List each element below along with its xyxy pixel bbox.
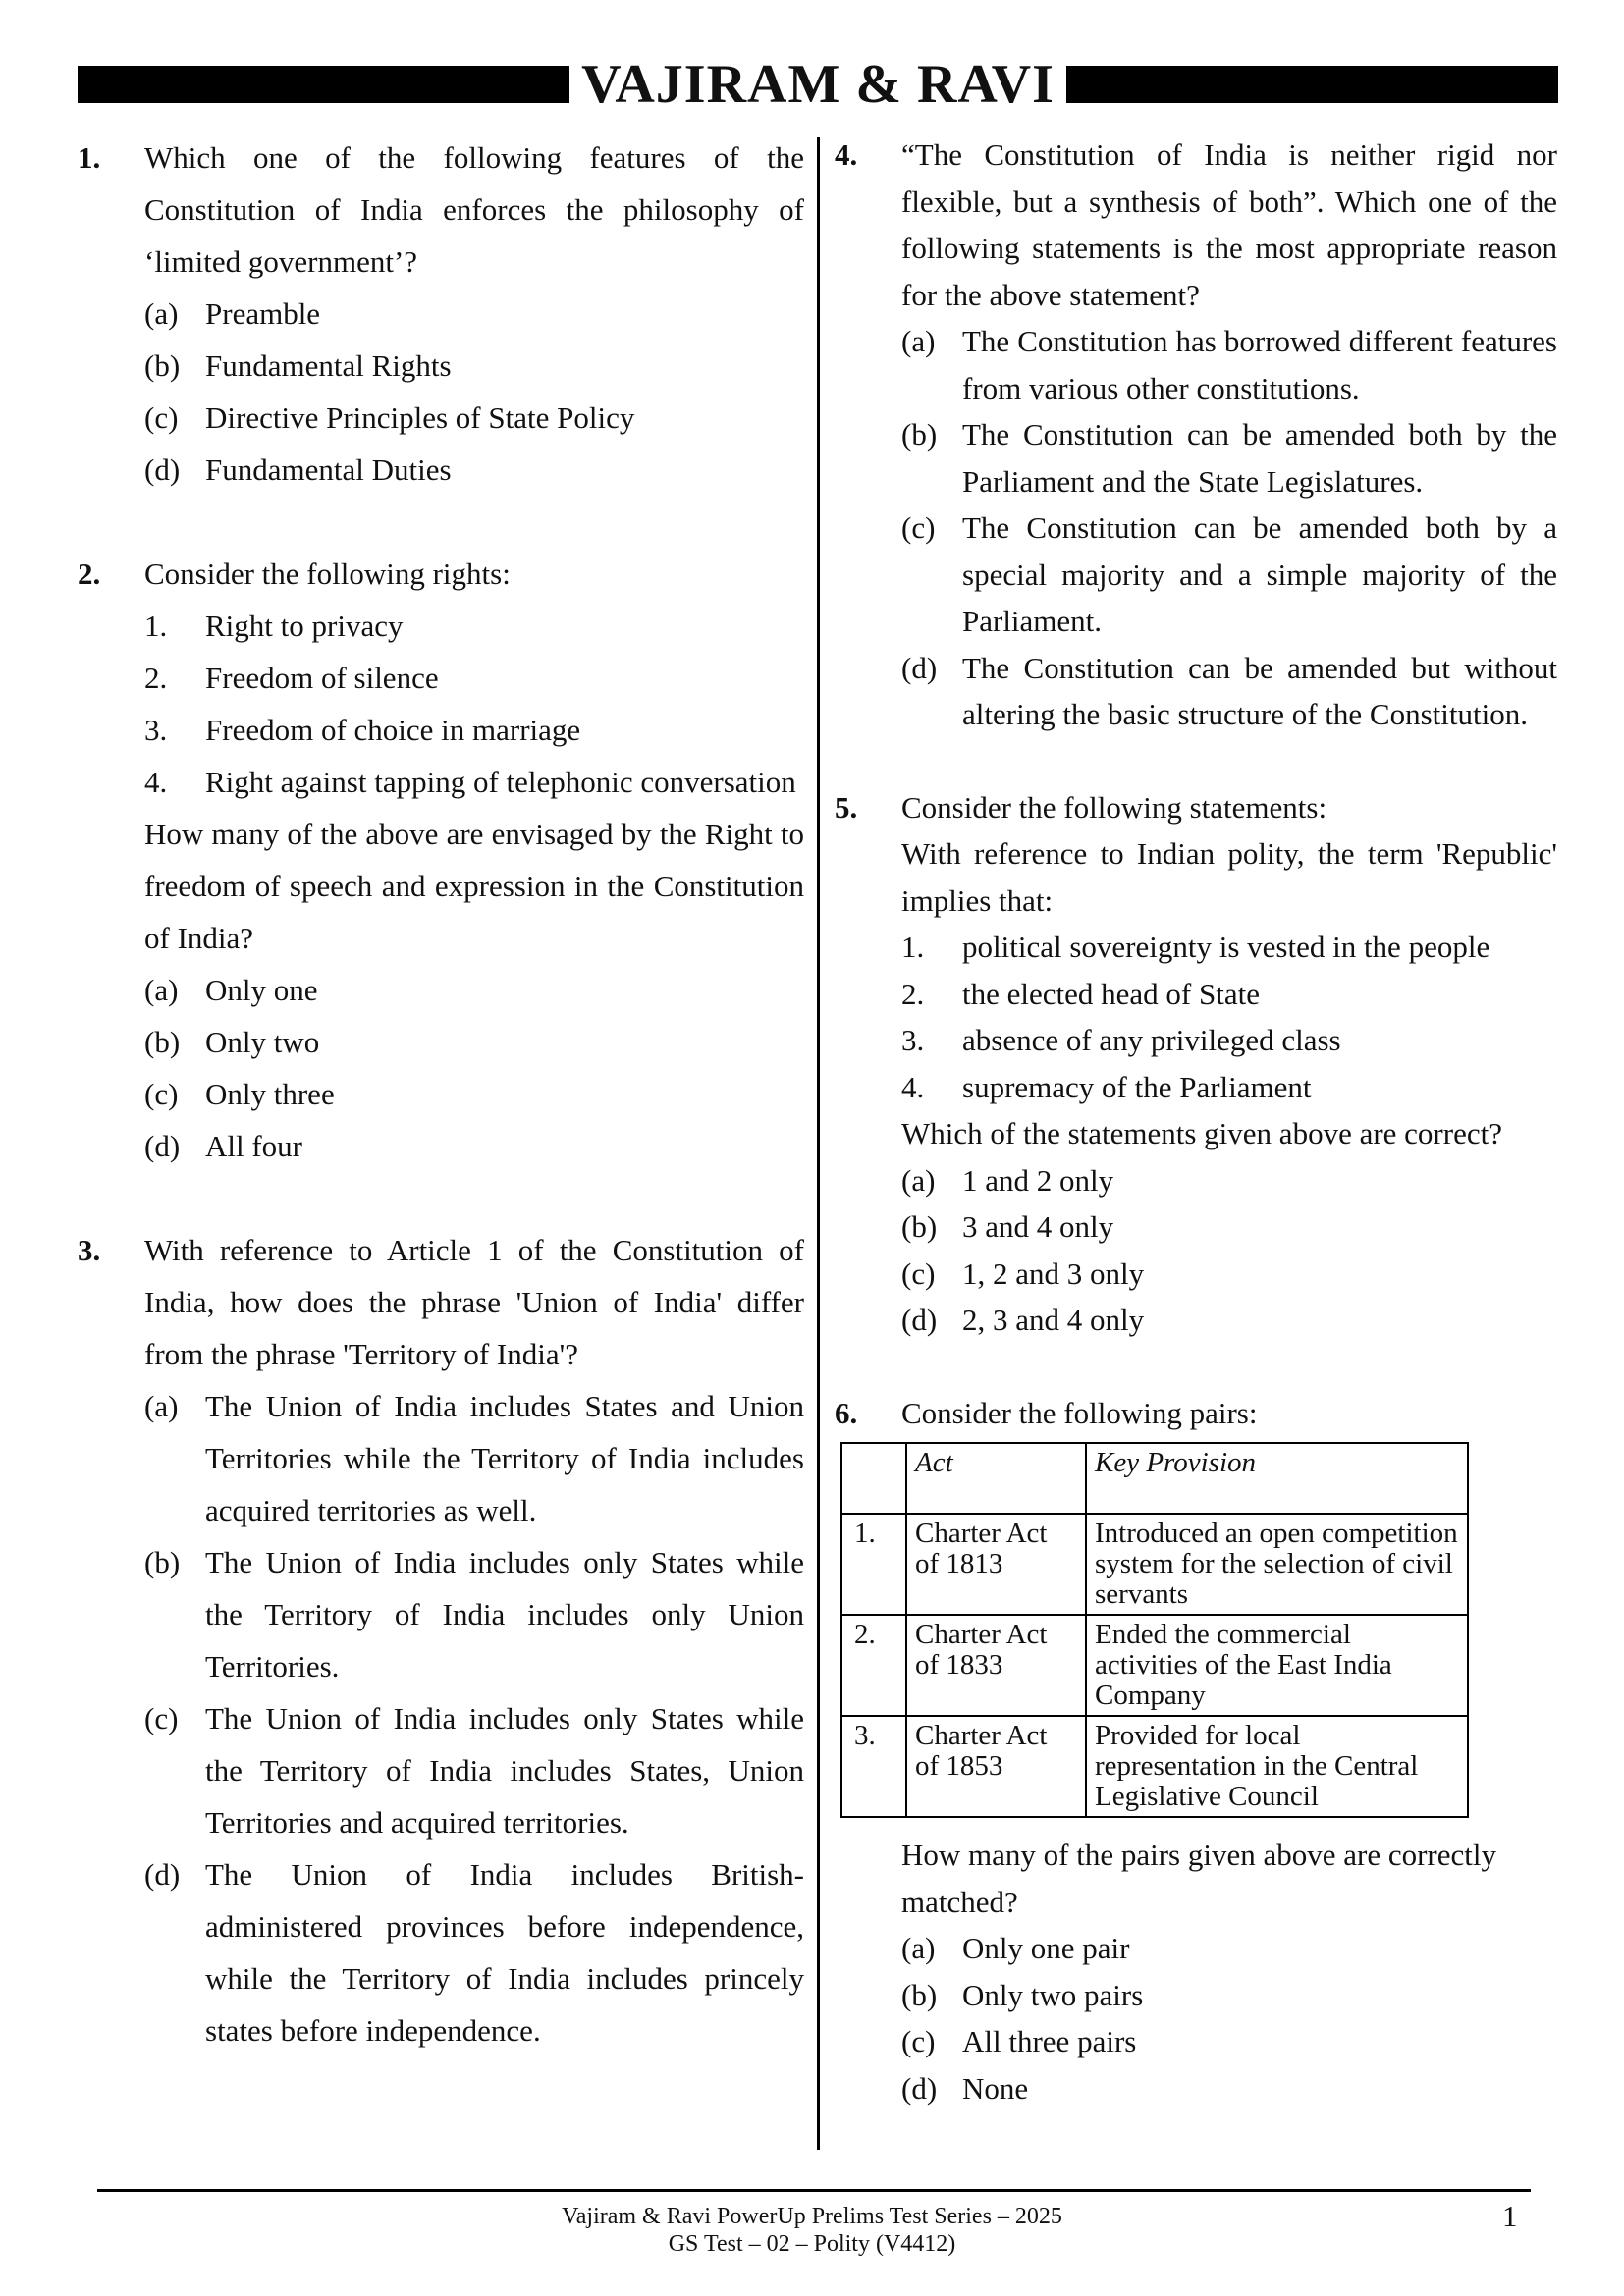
footer-test: GS Test – 02 – Polity (V4412) xyxy=(668,2231,956,2257)
item-label: 3. xyxy=(901,1023,925,1057)
option-text: The Union of India includes British-administered provinces before independence, while the Territory of India includes princely states before independence. xyxy=(205,1857,804,2048)
table-cell: Charter Act of 1833 xyxy=(906,1615,1086,1716)
option-text: The Constitution has borrowed different features from various other constitutions. xyxy=(962,324,1557,405)
option-text: All four xyxy=(205,1129,303,1163)
right-column xyxy=(835,132,1557,2111)
option-text: Only three xyxy=(205,1077,335,1111)
option[interactable] xyxy=(901,1251,1557,1298)
option[interactable] xyxy=(144,444,804,496)
option-label: (b) xyxy=(144,1545,181,1579)
question-text: Consider the following pairs: xyxy=(901,1395,1258,1430)
question-text: Consider the following statements: xyxy=(901,789,1327,825)
option-label: (b) xyxy=(901,1977,938,2012)
option-text: The Union of India includes States and Union Territories while the Territory of India includes acquired territories as well. xyxy=(205,1389,804,1527)
option-label: (a) xyxy=(144,1389,179,1423)
option[interactable] xyxy=(144,964,804,1016)
header-bar-right xyxy=(1066,66,1558,103)
question-number: 1. xyxy=(78,140,101,175)
table-row xyxy=(841,1716,1468,1817)
option-text: Only one xyxy=(205,973,318,1007)
question-number: 5. xyxy=(835,789,858,825)
option-text: The Union of India includes only States while the Territory of India includes States, Union Territories and acquired territories. xyxy=(205,1701,804,1840)
question-2 xyxy=(78,548,804,1172)
option-label: (c) xyxy=(901,2024,936,2058)
option-label: (b) xyxy=(144,1025,181,1059)
option-text: Fundamental Duties xyxy=(205,453,452,487)
question-text: Consider the following rights: xyxy=(144,557,511,591)
option-label: (a) xyxy=(144,973,179,1007)
item-label: 2. xyxy=(144,661,168,695)
option-label: (d) xyxy=(901,1303,938,1337)
item-label: 4. xyxy=(144,765,168,799)
list-item xyxy=(901,1064,1557,1111)
option[interactable] xyxy=(901,318,1557,411)
question-number: 6. xyxy=(835,1395,858,1430)
option-label: (d) xyxy=(144,453,181,487)
option-label: (d) xyxy=(144,1129,181,1163)
option-label: (d) xyxy=(144,1857,181,1892)
footer-series: Vajiram & Ravi PowerUp Prelims Test Series – 2025 xyxy=(562,2204,1062,2229)
question-number: 2. xyxy=(78,557,101,591)
option-label: (b) xyxy=(901,1209,938,1244)
question-text: With reference to Article 1 of the Constitution of India, how does the phrase 'Union of India' differ from the phrase 'Territory of India'? xyxy=(144,1233,804,1371)
list-item xyxy=(901,924,1557,971)
question-number: 3. xyxy=(78,1233,101,1267)
option-text: 3 and 4 only xyxy=(962,1209,1114,1244)
option-label: (d) xyxy=(901,2070,938,2106)
option[interactable] xyxy=(144,1692,804,1848)
option[interactable] xyxy=(144,1536,804,1692)
option[interactable] xyxy=(144,1380,804,1536)
item-text: absence of any privileged class xyxy=(962,1023,1341,1057)
option-text: 1, 2 and 3 only xyxy=(962,1255,1145,1291)
item-label: 2. xyxy=(901,976,925,1011)
option-text: Fundamental Rights xyxy=(205,348,452,383)
item-text: Right against tapping of telephonic conversation xyxy=(205,765,796,799)
question-5 xyxy=(835,784,1557,1344)
question-4 xyxy=(835,132,1557,738)
page-header xyxy=(78,54,1558,115)
option-label: (b) xyxy=(901,417,938,452)
option[interactable] xyxy=(144,1016,804,1068)
option[interactable] xyxy=(901,2018,1557,2065)
option[interactable] xyxy=(901,1925,1557,1972)
option-label: (c) xyxy=(144,1701,179,1735)
list-item xyxy=(901,971,1557,1018)
item-text: supremacy of the Parliament xyxy=(962,1069,1312,1104)
table-cell: Introduced an open competition system for the selection of civil servants xyxy=(1086,1514,1468,1615)
item-text: Freedom of silence xyxy=(205,661,439,695)
question-text: “The Constitution of India is neither rigid nor flexible, but a synthesis of both”. Which one of the following statements is the most appropriate reason for the above statement? xyxy=(901,137,1557,312)
question-3 xyxy=(78,1224,804,2056)
item-text: Right to privacy xyxy=(205,609,404,643)
option-label: (a) xyxy=(901,1162,936,1198)
table-header-row xyxy=(841,1443,1468,1514)
option-label: (c) xyxy=(144,1077,179,1111)
question-intro: With reference to Indian polity, the term 'Republic' implies that: xyxy=(901,836,1557,918)
table-cell: Charter Act of 1813 xyxy=(906,1514,1086,1615)
option-label: (c) xyxy=(901,510,936,545)
list-item xyxy=(144,704,804,756)
option-text: The Constitution can be amended but without altering the basic structure of the Constitution. xyxy=(962,650,1557,731)
option[interactable] xyxy=(901,1297,1557,1344)
table-cell: Ended the commercial activities of the East India Company xyxy=(1086,1615,1468,1716)
question-number: 4. xyxy=(835,137,858,172)
option[interactable] xyxy=(901,1972,1557,2019)
option-label: (a) xyxy=(144,296,179,331)
page-number: 1 xyxy=(1502,2199,1518,2233)
table-row xyxy=(841,1615,1468,1716)
table-cell: 3. xyxy=(841,1716,906,1817)
option-text: 1 and 2 only xyxy=(962,1162,1114,1198)
pairs-table xyxy=(840,1442,1469,1818)
list-item xyxy=(144,600,804,652)
option[interactable] xyxy=(144,288,804,340)
question-prompt: Which of the statements given above are correct? xyxy=(901,1116,1502,1150)
option-label: (d) xyxy=(901,650,938,685)
header-title: VAJIRAM & RAVI xyxy=(581,54,1055,115)
page-footer xyxy=(0,2203,1624,2258)
option[interactable] xyxy=(144,392,804,444)
option-text: Only one pair xyxy=(962,1931,1130,1965)
option-text: The Constitution can be amended both by a special majority and a simple majority of the Parliament. xyxy=(962,510,1557,638)
item-text: Freedom of choice in marriage xyxy=(205,713,581,747)
option-text: All three pairs xyxy=(962,2024,1137,2058)
list-item xyxy=(144,652,804,704)
item-label: 1. xyxy=(144,609,168,643)
item-label: 3. xyxy=(144,713,168,747)
option-text: The Constitution can be amended both by the Parliament and the State Legislatures. xyxy=(962,417,1557,499)
table-cell: 1. xyxy=(841,1514,906,1615)
option-label: (b) xyxy=(144,348,181,383)
item-text: political sovereignty is vested in the people xyxy=(962,930,1490,964)
left-column xyxy=(78,132,804,2056)
option[interactable] xyxy=(144,1120,804,1172)
table-header-cell xyxy=(841,1443,906,1514)
table-header-cell: Act xyxy=(906,1443,1086,1514)
table-cell: 2. xyxy=(841,1615,906,1716)
list-item xyxy=(144,756,804,808)
option-text: Directive Principles of State Policy xyxy=(205,400,635,435)
option[interactable] xyxy=(901,1203,1557,1251)
footer-rule xyxy=(97,2189,1531,2192)
option-text: The Union of India includes only States while the Territory of India includes only Union Territories. xyxy=(205,1545,804,1683)
option[interactable] xyxy=(901,645,1557,738)
item-label: 1. xyxy=(901,930,925,964)
option-text: Only two xyxy=(205,1025,320,1059)
question-prompt: How many of the pairs given above are correctly matched? xyxy=(901,1838,1496,1919)
option-text: Only two pairs xyxy=(962,1977,1144,2012)
option[interactable] xyxy=(901,505,1557,645)
option[interactable] xyxy=(901,2065,1557,2112)
item-label: 4. xyxy=(901,1069,925,1104)
option-text: None xyxy=(962,2070,1029,2106)
table-header-cell: Key Provision xyxy=(1086,1443,1468,1514)
option-label: (a) xyxy=(901,324,936,358)
question-6 xyxy=(835,1390,1557,1437)
table-cell: Charter Act of 1853 xyxy=(906,1716,1086,1817)
option-text: Preamble xyxy=(205,296,321,331)
question-prompt: How many of the above are envisaged by the Right to freedom of speech and expression in the Constitution of India? xyxy=(144,817,804,955)
option-label: (a) xyxy=(901,1931,936,1965)
list-item xyxy=(901,1017,1557,1064)
option-label: (c) xyxy=(901,1255,936,1291)
option-text: 2, 3 and 4 only xyxy=(962,1303,1145,1337)
option[interactable] xyxy=(144,1848,804,2056)
option[interactable] xyxy=(901,1157,1557,1204)
option[interactable] xyxy=(901,411,1557,505)
table-row xyxy=(841,1514,1468,1615)
header-bar-left xyxy=(78,66,569,103)
question-1 xyxy=(78,132,804,496)
option[interactable] xyxy=(144,340,804,392)
item-text: the elected head of State xyxy=(962,976,1260,1011)
column-divider xyxy=(817,137,820,2150)
question-6-continued xyxy=(835,1832,1557,2111)
option-label: (c) xyxy=(144,400,179,435)
table-cell: Provided for local representation in the Central Legislative Council xyxy=(1086,1716,1468,1817)
option[interactable] xyxy=(144,1068,804,1120)
question-text: Which one of the following features of the Constitution of India enforces the philosophy of ‘limited government’? xyxy=(144,140,804,279)
